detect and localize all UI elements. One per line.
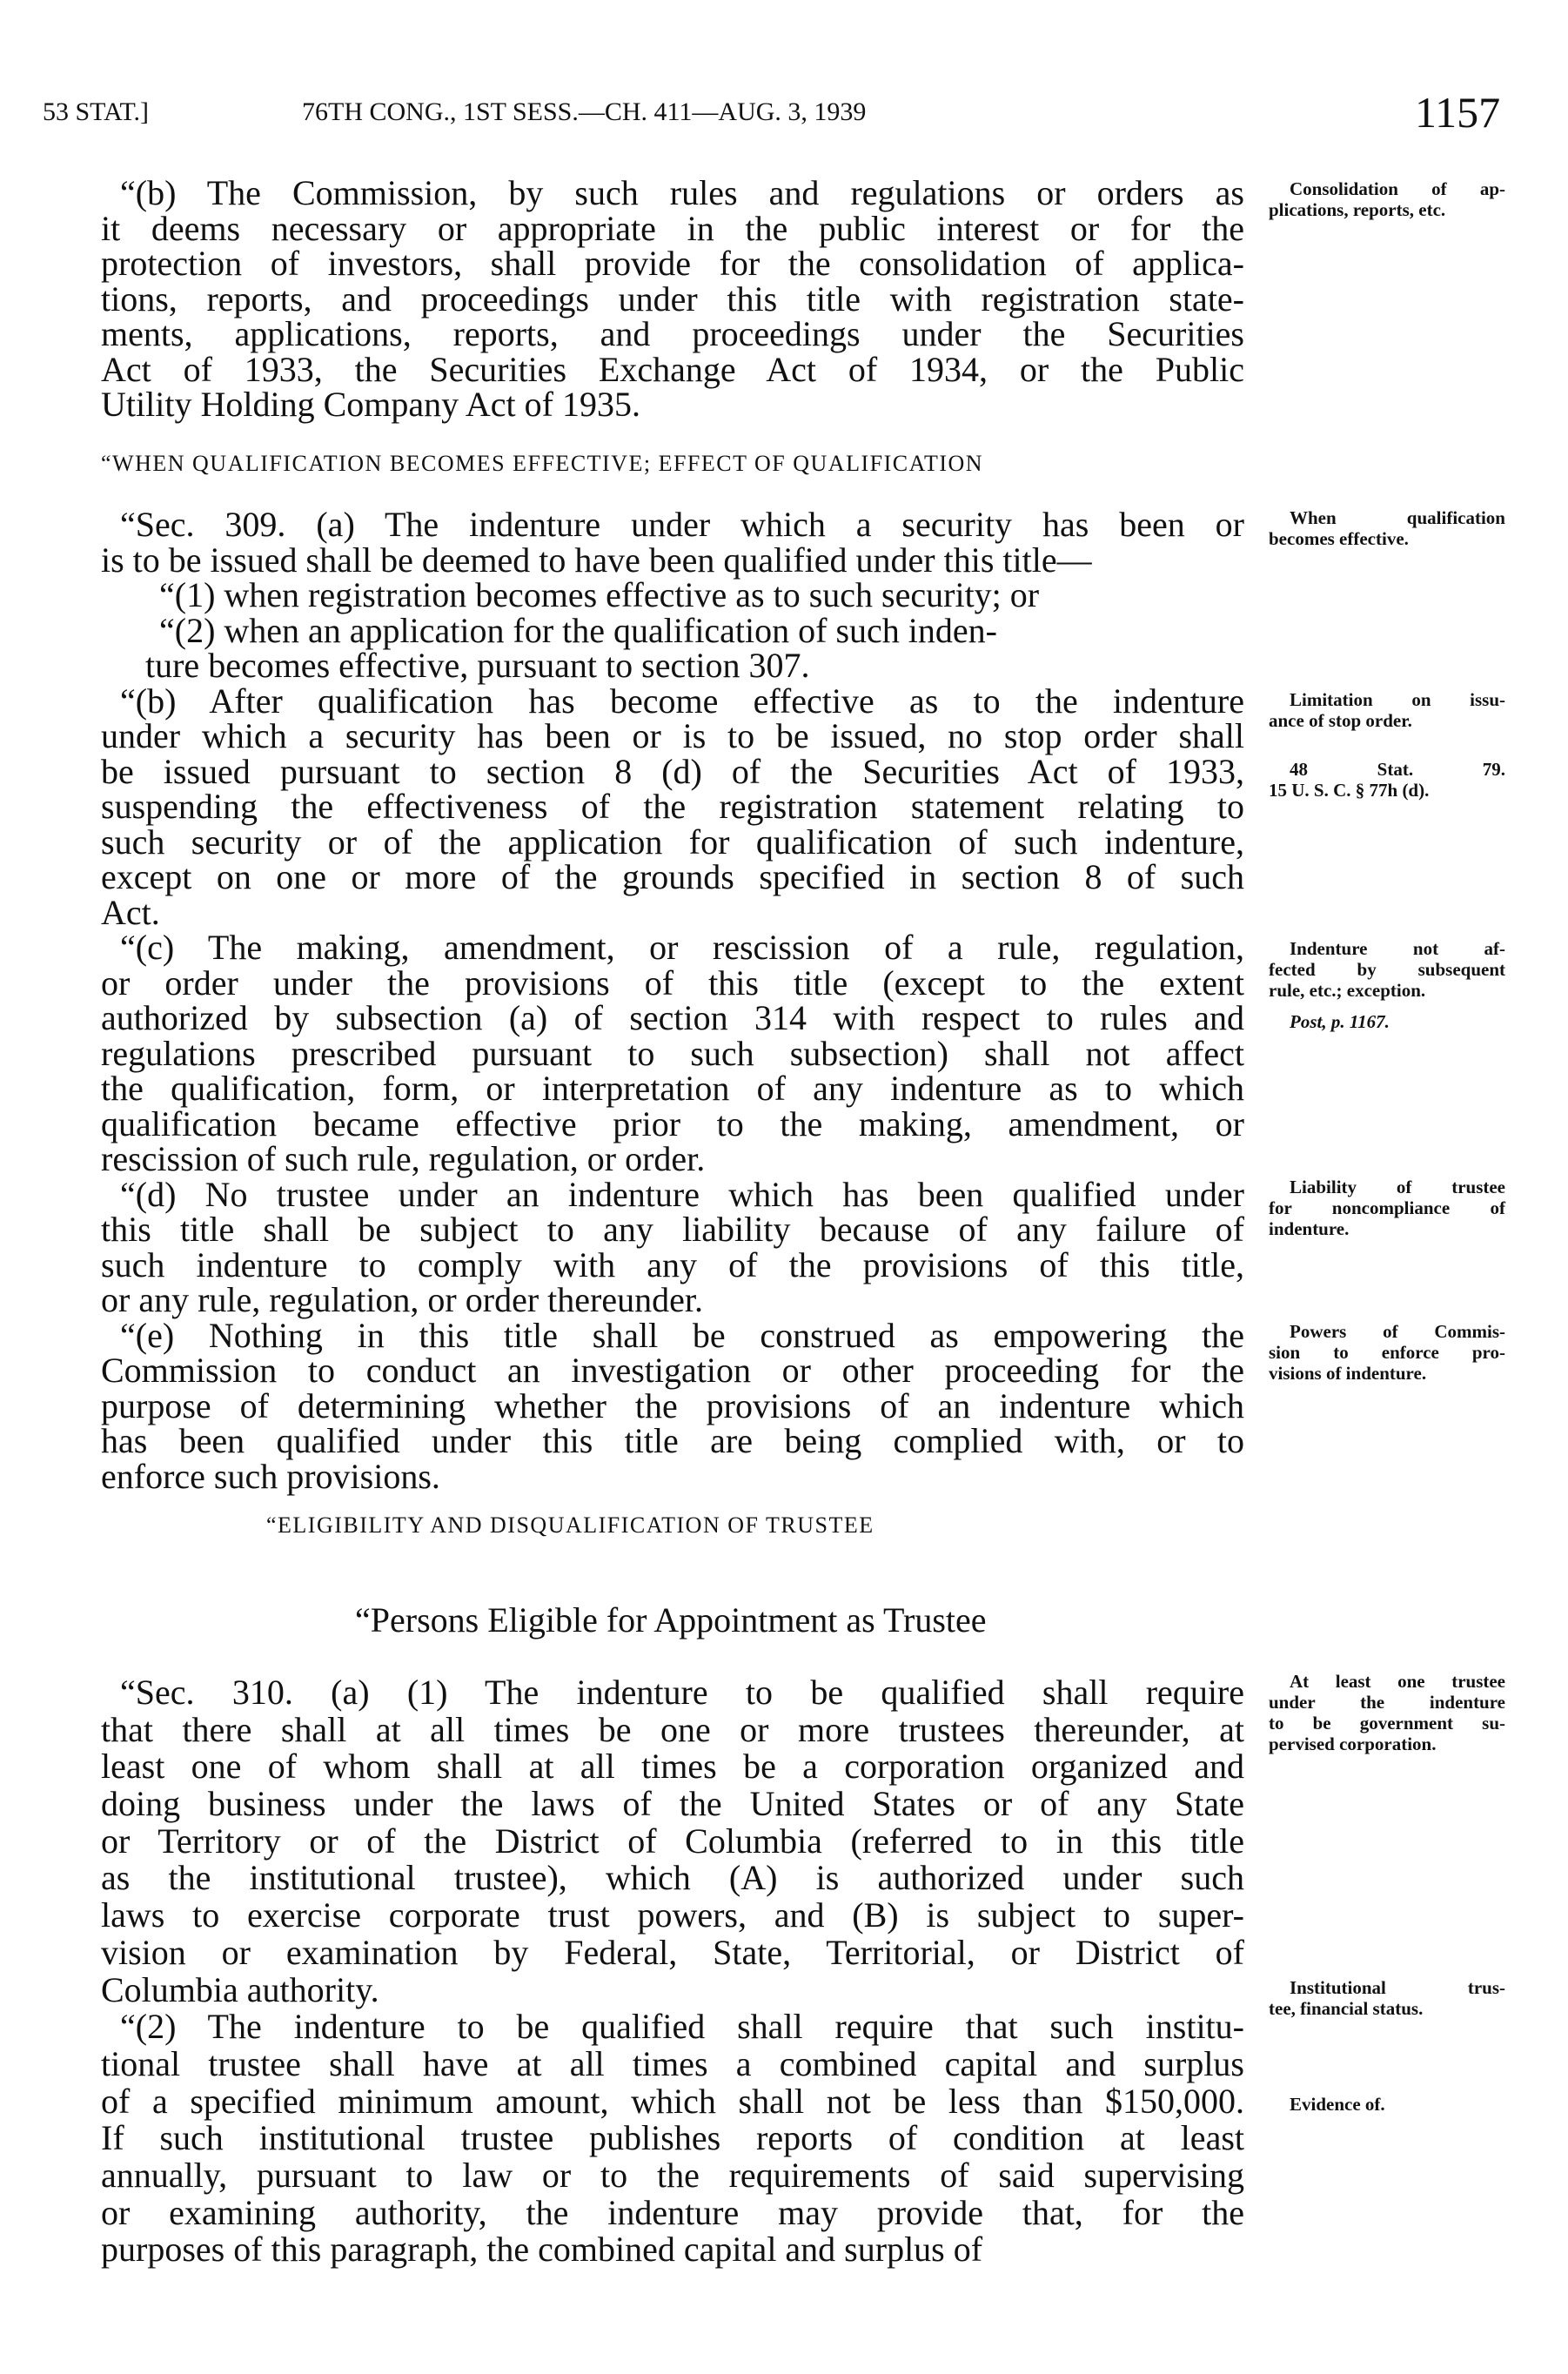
- text-line: as the institutional trustee), which (A) is authorized under such: [101, 1858, 1244, 1898]
- text-line: “Sec. 309. (a) The indenture under which a security has been or: [120, 505, 1244, 544]
- margin-note: [1269, 1671, 1505, 1754]
- margin-note-line: rule, etc.; exception.: [1269, 980, 1426, 1001]
- margin-note-line: to be government su-: [1269, 1713, 1505, 1734]
- margin-note-line: When qualification: [1290, 507, 1505, 528]
- text-line: enforce such provisions.: [101, 1456, 440, 1496]
- margin-note-line: indenture.: [1269, 1218, 1350, 1239]
- text-line: qualification became effective prior to the making, amendment, or: [101, 1103, 1244, 1143]
- text-line: is to be issued shall be deemed to have been qualified under this title—: [101, 540, 1092, 580]
- margin-note: [1269, 759, 1505, 801]
- text-line: If such institutional trustee publishes reports of condition at least: [101, 2118, 1244, 2158]
- margin-note-line: 48 Stat. 79.: [1290, 759, 1505, 780]
- text-line: annually, pursuant to law or to the requirements of said supervising: [101, 2155, 1244, 2195]
- text-line: tions, reports, and proceedings under this title with registration state-: [101, 278, 1244, 319]
- text-line: suspending the effectiveness of the registration statement relating to: [101, 787, 1244, 826]
- paragraph: [101, 681, 1244, 932]
- paragraph: [101, 930, 1244, 1177]
- text-line: or Territory or of the District of Columbia (referred to in this title: [101, 1821, 1244, 1861]
- text-line: “(b) The Commission, by such rules and regulations or orders as: [120, 173, 1244, 212]
- text-line: or order under the provisions of this title (except to the extent: [101, 962, 1244, 1003]
- margin-note: [1269, 1011, 1505, 1032]
- text-line: Utility Holding Company Act of 1935.: [101, 385, 640, 424]
- margin-note-line: Post, p. 1167.: [1290, 1011, 1390, 1032]
- margin-note-line: Liability of trustee: [1290, 1177, 1505, 1197]
- margin-note-line: becomes effective.: [1269, 528, 1409, 549]
- text-line: “(2) The indenture to be qualified shall require that such institu-: [120, 2007, 1244, 2047]
- text-line: ture becomes effective, pursuant to section 307.: [145, 646, 810, 685]
- margin-note-line: plications, reports, etc.: [1269, 199, 1446, 220]
- text-line: it deems necessary or appropriate in the public interest or for the: [101, 208, 1244, 248]
- text-line: least one of whom shall at all times be a corporation organized and: [101, 1747, 1244, 1787]
- paragraph: [101, 1315, 1244, 1496]
- margin-note-line: Powers of Commis-: [1290, 1321, 1505, 1342]
- text-line: “Sec. 310. (a) (1) The indenture to be qualified shall require: [120, 1673, 1244, 1712]
- text-line: this title shall be subject to any liability because of any failure of: [101, 1210, 1244, 1249]
- margin-note: [1269, 1321, 1505, 1384]
- text-line: authorized by subsection (a) of section 314 with respect to rules and: [101, 998, 1244, 1037]
- text-line: vision or examination by Federal, State, Territorial, or District of: [101, 1932, 1244, 1972]
- margin-note-line: visions of indenture.: [1269, 1363, 1427, 1384]
- text-line: of a specified minimum amount, which shall not be less than $150,000.: [101, 2081, 1244, 2121]
- text-line: laws to exercise corporate trust powers, and (B) is subject to super-: [101, 1895, 1244, 1935]
- margin-note-line: fected by subsequent: [1269, 959, 1505, 980]
- paragraph: [101, 648, 1244, 684]
- margin-note: [1269, 507, 1505, 549]
- margin-note-line: 15 U. S. C. § 77h (d).: [1269, 780, 1430, 801]
- running-head-left: 53 STAT.]: [43, 97, 150, 126]
- text-line: protection of investors, shall provide for the consolidation of applica-: [101, 244, 1244, 283]
- margin-note-line: Indenture not af-: [1290, 938, 1505, 959]
- margin-note: [1269, 1177, 1505, 1239]
- paragraph: [101, 2009, 1244, 2269]
- section-309-heading: “WHEN QUALIFICATION BECOMES EFFECTIVE; EFFECT OF QUALIFICATION: [101, 451, 984, 476]
- text-line: regulations prescribed pursuant to such subsection) shall not affect: [101, 1033, 1244, 1073]
- text-line: “(1) when registration becomes effective as to such security; or: [159, 575, 1040, 614]
- margin-note-line: under the indenture: [1269, 1692, 1505, 1713]
- text-line: that there shall at all times be one or more trustees thereunder, at: [101, 1709, 1244, 1749]
- text-line: purposes of this paragraph, the combined capital and surplus of: [101, 2230, 983, 2270]
- text-line: Act of 1933, the Securities Exchange Act of 1934, or the Public: [101, 349, 1244, 389]
- paragraph: [101, 1674, 1244, 2009]
- page-number: 1157: [1415, 88, 1501, 137]
- margin-note-line: pervised corporation.: [1269, 1734, 1437, 1754]
- text-line: has been qualified under this title are being complied with, or to: [101, 1421, 1244, 1460]
- margin-note-line: Consolidation of ap-: [1290, 178, 1505, 199]
- margin-note-line: sion to enforce pro-: [1269, 1342, 1505, 1363]
- margin-note-line: for noncompliance of: [1269, 1197, 1505, 1218]
- text-line: rescission of such rule, regulation, or order.: [101, 1139, 706, 1178]
- text-line: Commission to conduct an investigation or other proceeding for the: [101, 1351, 1244, 1390]
- text-line: under which a security has been or is to be issued, no stop order shall: [101, 716, 1244, 755]
- text-line: the qualification, form, or interpretation of any indenture as to which: [101, 1069, 1244, 1108]
- text-line: “(c) The making, amendment, or rescission of a rule, regulation,: [120, 928, 1244, 967]
- section-310-heading: “ELIGIBILITY AND DISQUALIFICATION OF TRUSTEE: [266, 1512, 874, 1538]
- section-309-body: [101, 507, 1244, 1494]
- text-line: Act.: [101, 892, 160, 932]
- section-310-body: [101, 1674, 1244, 2269]
- paragraph: [101, 575, 1244, 614]
- margin-note-line: Evidence of.: [1290, 2094, 1385, 2115]
- text-line: be issued pursuant to section 8 (d) of the Securities Act of 1933,: [101, 751, 1244, 791]
- text-line: ments, applications, reports, and proceedings under the Securities: [101, 314, 1244, 353]
- paragraph: [101, 507, 1244, 578]
- margin-note: [1269, 938, 1505, 1001]
- margin-note-line: tee, financial status.: [1269, 1998, 1424, 2019]
- margin-note-line: Institutional trus-: [1290, 1977, 1505, 1998]
- margin-note-line: Limitation on issu-: [1290, 689, 1505, 710]
- text-line: purpose of determining whether the provisions of an indenture which: [101, 1385, 1244, 1425]
- text-line: or examining authority, the indenture may provide that, for the: [101, 2192, 1244, 2232]
- section-310-subheading: “Persons Eligible for Appointment as Trustee: [355, 1600, 987, 1640]
- text-line: “(e) Nothing in this title shall be construed as empowering the: [120, 1315, 1244, 1355]
- section-308-paragraph-b: [101, 173, 1244, 424]
- margin-note: [1269, 689, 1505, 731]
- text-line: or any rule, regulation, or order thereunder.: [101, 1280, 703, 1319]
- margin-note-line: ance of stop order.: [1269, 710, 1412, 731]
- paragraph: [101, 173, 1244, 424]
- text-line: “(2) when an application for the qualification of such inden-: [159, 610, 997, 650]
- margin-note: [1269, 2094, 1505, 2115]
- text-line: Columbia authority.: [101, 1969, 379, 2009]
- text-line: “(d) No trustee under an indenture which has been qualified under: [120, 1174, 1244, 1214]
- text-line: tional trustee shall have at all times a combined capital and surplus: [101, 2043, 1244, 2083]
- margin-note-line: At least one trustee: [1290, 1671, 1505, 1692]
- text-line: such indenture to comply with any of the provisions of this title,: [101, 1244, 1244, 1284]
- margin-note: [1269, 178, 1505, 220]
- paragraph: [101, 1174, 1244, 1319]
- running-head-center: 76TH CONG., 1ST SESS.—CH. 411—AUG. 3, 1939: [302, 97, 867, 126]
- text-line: doing business under the laws of the United States or of any State: [101, 1784, 1244, 1824]
- text-line: except on one or more of the grounds specified in section 8 of such: [101, 857, 1244, 896]
- text-line: such security or of the application for qualification of such indenture,: [101, 822, 1244, 862]
- text-line: “(b) After qualification has become effective as to the indenture: [120, 681, 1244, 721]
- paragraph: [101, 610, 1244, 650]
- margin-note: [1269, 1977, 1505, 2019]
